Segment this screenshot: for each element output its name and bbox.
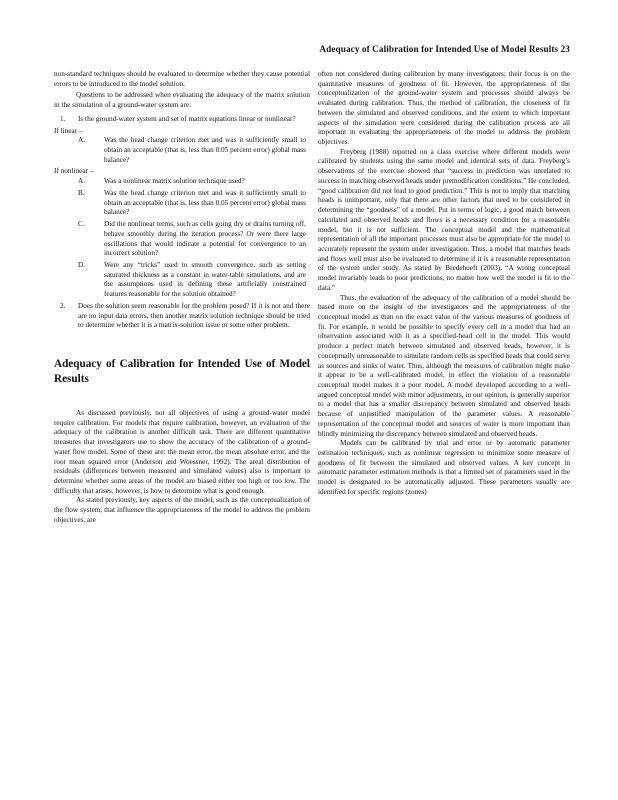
- item-letter: C.: [78, 220, 85, 229]
- paragraph-questions: Questions to be addressed when evaluating the adequacy of the matrix solution in the simulation of a ground-water system are:: [54, 91, 310, 110]
- question-text: Is the ground-water system and set of matrix equations linear or nonlinear?: [78, 114, 296, 123]
- paragraph-discussion-1: As discussed previously, not all objectives of using a ground-water model require calibration. For models that require calibration, however, an evaluation of the adequacy of the calibration is another difficult task. There are different quantitative measures that investigators use to show the accuracy of the calibration of a ground-water flow model. Some of these are: the mean error, the mean absolute error, and the root mean squared error (Anderson and Woessner, 1992). The areal distribution of residuals (differences between measured and simulated values) also is important to determine whether some areas of the model are biased either too high or too low. The difficulty that arises, however, is how to determine what is good enough.: [54, 408, 310, 495]
- paragraph-intro: non-standard techniques should be evaluated to determine whether they cause potential errors to be introduced to the model solution.: [54, 70, 310, 88]
- nonlinear-item-b: [54, 189, 310, 218]
- nonlinear-item-d: [54, 261, 310, 300]
- item-letter: D.: [78, 260, 86, 269]
- section-heading: Adequacy of Calibration for Intended Use of Model Results: [54, 357, 310, 385]
- paragraph-thus: Thus, the evaluation of the adequacy of the calibration of a model should be based more on the insight of the investigators and the appropriateness of the conceptual model as than on the exact value of the various measures of goodness of fit. For example, it would be possible to specify every cell in a model that had an observation associated with it as a specified-head cell in the model. This would produce a perfect match between simulated and observed heads, however, it is conceptually unreasonable to simulate random cells as specified heads that could serve as sources and sinks of water. Thus, although the measures of calibration might make it appear to be a well-calibrated model, in effect the violation of a reasonable conceptual model makes it a poor model. A model developed according to a well-argued conceptual model with minor adjustments, in our opinion, is generally superior to a model that has a smaller discrepancy between simulated and observed heads because of unjustified manipulation of the parameter values. A reasonable representation of the conceptual model and sources of water is more important than blindly minimizing the discrepancy between simulated and observed heads.: [318, 293, 570, 438]
- left-column: [54, 70, 310, 526]
- if-linear-label: If linear –: [54, 126, 83, 135]
- item-text: Was the head change criterion met and was it sufficiently small to obtain an acceptable (that is, less than 0.05 percent error) global mass balance?: [104, 188, 306, 217]
- linear-item-a: [54, 136, 310, 165]
- item-text: Was the head change criterion met and was it sufficiently small to obtain an acceptable (that is, less than 0.05 percent error) global mass balance?: [104, 136, 306, 164]
- question-number: 1.: [60, 114, 66, 123]
- paragraph-discussion-2: As stated previously, key aspects of the model, such as the conceptualization of the flow system, that influence the appropriateness of the model to address the problem objectives, are: [54, 496, 310, 524]
- item-letter: B.: [78, 188, 85, 197]
- item-text: Was a nonlinear matrix solution technique used?: [104, 177, 245, 186]
- item-text: Did the nonlinear terms, such as cells going dry or drains turning off, behave smoothly during the iteration process? Or were there large oscillations that would indicate a potential for convergence to an incorrect solution?: [104, 220, 306, 258]
- item-text: Were any “tricks” used to smooth convergence, such as setting saturated thickness as a constant in water-table simulations, and are the assumptions used in defining these artificially constrained features reasonable for the solution obtained?: [104, 260, 306, 299]
- question-number: 2.: [60, 301, 66, 310]
- running-head: Adequacy of Calibration for Intended Use of Model Results 23: [319, 44, 570, 54]
- item-letter: A.: [78, 177, 86, 186]
- question-2: [54, 302, 310, 331]
- paragraph-continued: often not considered during calibration by many investigators; their focus is on the quantitative measures of goodness of fit. However, the appropriateness of the conceptualization of the ground-water system and processes should always be evaluated during calibration. Thus, the method of calibration, the closeness of fit between the simulated and observed conditions, and the extent to which important aspects of the simulation were considered during the calibration process are all important in evaluating the appropriateness of the model to address the problem objectives.: [318, 70, 570, 147]
- question-1: [54, 115, 310, 125]
- if-nonlinear-label: If nonlinear –: [54, 167, 94, 176]
- nonlinear-item-a: [54, 177, 310, 187]
- nonlinear-item-c: [54, 220, 310, 259]
- paragraph-models: Models can be calibrated by trial and error or by automatic parameter estimation techniques, such as nonlinear regression to minimize some measure of goodness of fit between the simulated and observed values. A key concept in automatic parameter estimation methods is that a limited set of parameters used in the model is designated to be automatically adjusted. These parameters usually are identified for specific regions (zones): [318, 439, 570, 496]
- paragraph-freyberg: Freyberg (1988) reported on a class exercise where different models were calibrated by students using the same model and identical sets of data. Freyberg’s observations of the exercise showed that “success in prediction was unrelated to success in matching observed heads under premodification conditions.” He concluded, “good calibration did not lead to good prediction.” This is not to imply that matching heads is unimportant, only that there are other factors that need to be considered in determining the “goodness” of a model. Put in terms of logic, a good match between calculated and observed heads and flows is a necessary condition for a reasonable model, but it is not sufficient. The conceptual model and the mathematical representation of all the important processes must also be appropriate for the model to accurately represent the system under investigation. Thus, a model that matches heads and flows well must also be evaluated to determine if it is a reasonable representation of the system under study. As stated by Bredehoeft (2003), “A wrong conceptual model invariably leads to poor predictions, no matter how well the model is fit to the data.”: [318, 147, 570, 292]
- right-column: [318, 70, 570, 498]
- question-text: Does the solution seem reasonable for the problem posed? If it is not and there are no input data errors, then another matrix solution technique should be tried to determine whether it is a matrix-solution issue or some other problem.: [78, 301, 310, 330]
- item-letter: A.: [78, 136, 86, 145]
